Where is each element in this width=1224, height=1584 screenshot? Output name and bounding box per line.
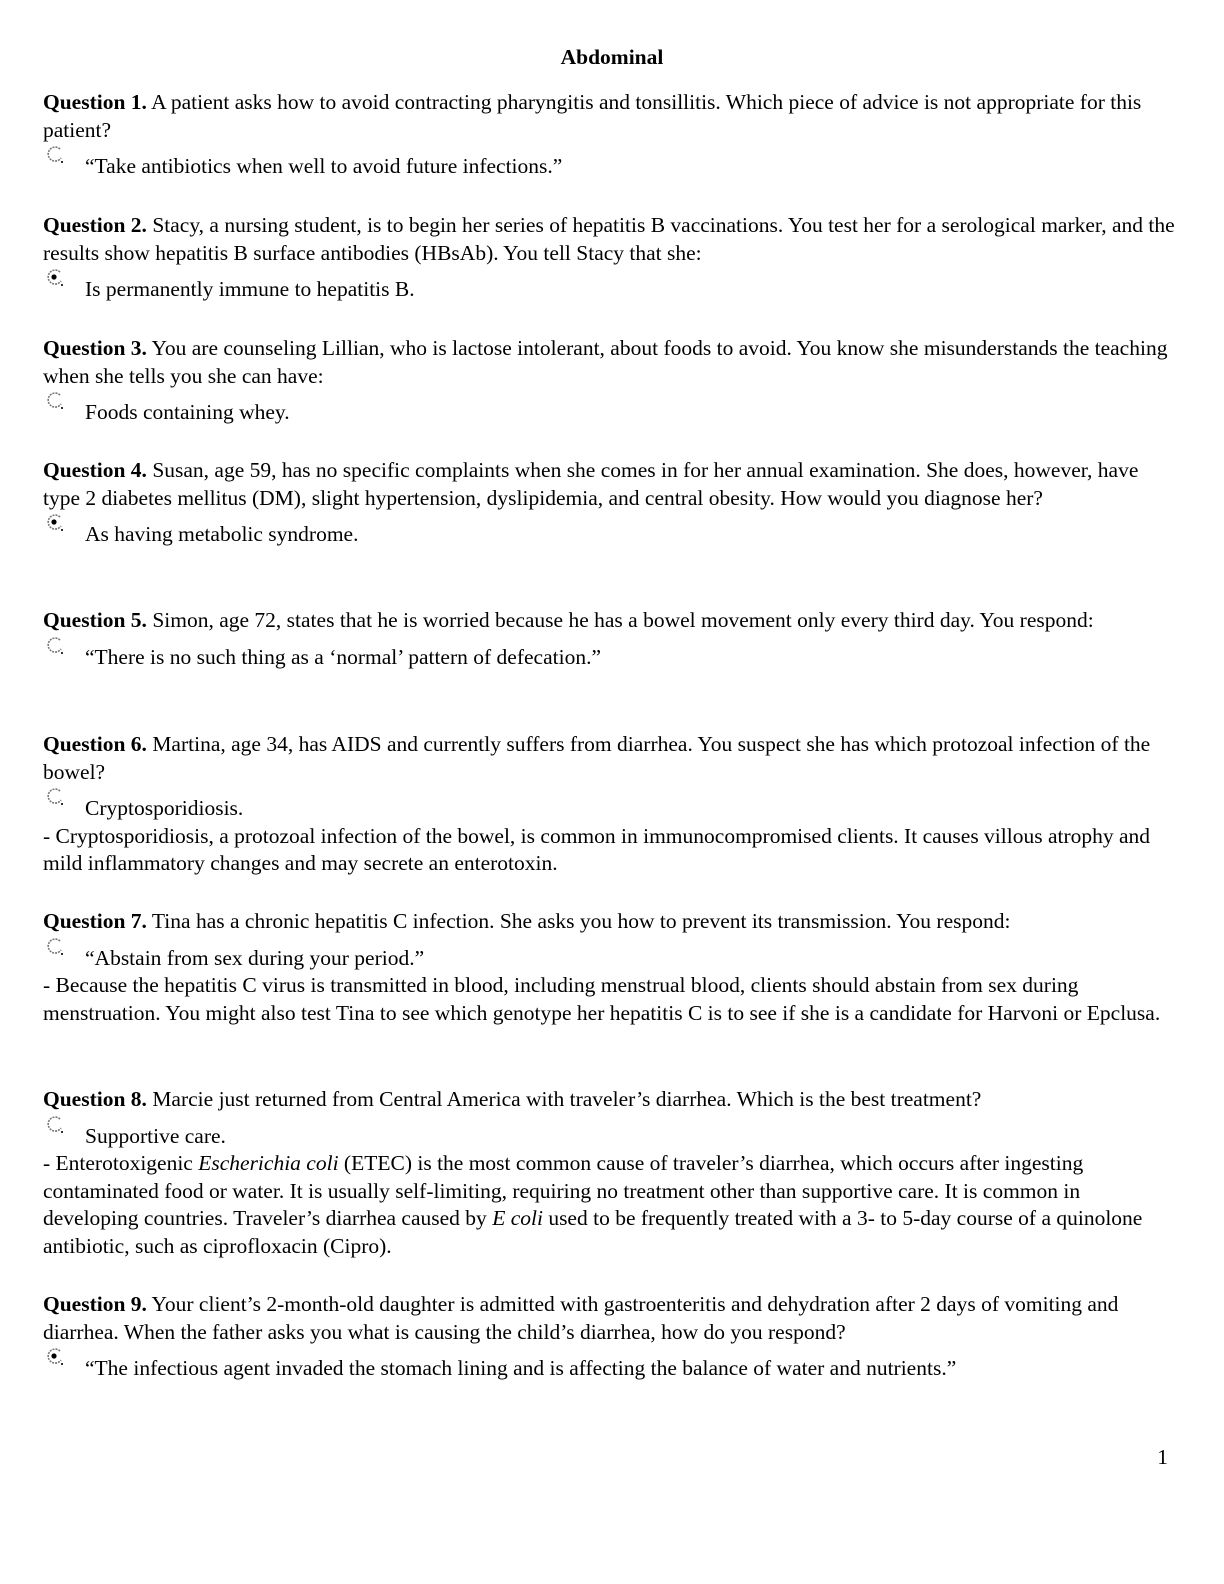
question-body: Marcie just returned from Central America with traveler’s diarrhea. Which is the best treatment? (146, 1087, 982, 1111)
answer-explanation: - Cryptosporidiosis, a protozoal infection of the bowel, is common in immunocompromised clients. It causes villous atrophy and mild inflammatory changes and may secrete an enterotoxin. (43, 823, 1151, 875)
question-text (43, 335, 1178, 390)
page-number: 1 (1157, 1445, 1168, 1469)
question-2 (43, 212, 1178, 304)
question-label: Question 2. (43, 213, 147, 237)
answer-explanation: - Because the hepatitis C virus is transmitted in blood, including menstrual blood, clients should abstain from sex during menstruation. You might also test Tina to see which genotype her hepatitis C is to see if she is a candidate for Harvoni or Epclusa. (43, 973, 1161, 1025)
explanation-text: - Enterotoxigenic (43, 1151, 199, 1175)
answer-text: “Take antibiotics when well to avoid future infections.” (85, 154, 563, 178)
answer-option (43, 644, 1178, 672)
question-text (43, 908, 1178, 936)
radio-selected-icon[interactable] (45, 1347, 65, 1367)
question-4 (43, 457, 1178, 549)
question-label: Question 4. (43, 458, 147, 482)
question-5 (43, 607, 1178, 671)
explanation-text: (ETEC) is the most common cause of traveler’s diarrhea, which occurs after ingesting contaminated food or water. It is usually self-limiting, requiring no treatment other than supportive care. It is common in developing countries. Traveler’s diarrhea caused by (43, 1151, 1084, 1230)
explanation-italic-term: Escherichia coli (198, 1151, 339, 1175)
answer-text: “Abstain from sex during your period.” (85, 945, 425, 970)
question-label: Question 7. (43, 909, 147, 933)
answer-option (43, 399, 1178, 427)
explanation-text: used to be frequently treated with a 3- to 5-day course of a quinolone antibiotic, such as ciprofloxacin (Cipro). (43, 1206, 1143, 1258)
question-label: Question 3. (43, 336, 147, 360)
answer-text: Foods containing whey. (85, 400, 290, 424)
answer-option (43, 1123, 1178, 1151)
question-text (43, 457, 1178, 512)
question-8 (43, 1086, 1178, 1260)
question-text (43, 1291, 1178, 1346)
answer-option (43, 1355, 1178, 1383)
explanation-italic-term: E coli (492, 1206, 543, 1230)
question-body: Susan, age 59, has no specific complaints when she comes in for her annual examination. She does, however, have type 2 diabetes mellitus (DM), slight hypertension, dyslipidemia, and central obesity. How would you diagnose her? (43, 458, 1139, 510)
answer-option (43, 521, 1178, 549)
answer-option (43, 153, 1178, 181)
question-body: Simon, age 72, states that he is worried because he has a bowel movement only every third day. You respond: (146, 608, 1094, 632)
radio-unselected-icon[interactable] (45, 1115, 65, 1135)
question-label: Question 8. (43, 1087, 147, 1111)
answer-text: “The infectious agent invaded the stomach lining and is affecting the balance of water and nutrients.” (85, 1356, 957, 1380)
answer-explanation (43, 1150, 1178, 1260)
question-1 (43, 89, 1178, 181)
question-text (43, 731, 1178, 786)
answer-text: Is permanently immune to hepatitis B. (85, 277, 415, 301)
radio-selected-icon[interactable] (45, 268, 65, 288)
question-body: You are counseling Lillian, who is lactose intolerant, about foods to avoid. You know she misunderstands the teaching when she tells you she can have: (43, 336, 1168, 388)
radio-unselected-icon[interactable] (45, 787, 65, 807)
question-label: Question 9. (43, 1292, 147, 1316)
radio-unselected-icon[interactable] (45, 937, 65, 957)
question-label: Question 6. (43, 732, 147, 756)
question-label: Question 5. (43, 608, 147, 632)
question-label: Question 1. (43, 90, 147, 114)
radio-unselected-icon[interactable] (45, 391, 65, 411)
question-body: Martina, age 34, has AIDS and currently suffers from diarrhea. You suspect she has which protozoal infection of the bowel? (43, 732, 1151, 784)
question-3 (43, 335, 1178, 427)
answer-text: As having metabolic syndrome. (85, 522, 359, 546)
question-9 (43, 1291, 1178, 1383)
answer-option (43, 945, 1178, 973)
question-text (43, 212, 1178, 267)
question-body: Tina has a chronic hepatitis C infection. She asks you how to prevent its transmission. You respond: (146, 909, 1011, 933)
answer-option (43, 795, 1178, 823)
question-text (43, 89, 1178, 144)
answer-text: Supportive care. (85, 1123, 226, 1148)
radio-unselected-icon[interactable] (45, 145, 65, 165)
answer-text: “There is no such thing as a ‘normal’ pattern of defecation.” (85, 644, 601, 669)
radio-unselected-icon[interactable] (45, 636, 65, 656)
document-title: Abdominal (560, 45, 664, 69)
question-body: Your client’s 2-month-old daughter is admitted with gastroenteritis and dehydration after 2 days of vomiting and diarrhea. When the father asks you what is causing the child’s diarrhea, how do you respond? (43, 1292, 1119, 1344)
question-body: A patient asks how to avoid contracting pharyngitis and tonsillitis. Which piece of advice is not appropriate for this patient? (43, 90, 1142, 142)
answer-option (43, 276, 1178, 304)
question-text (43, 1086, 1178, 1114)
question-6 (43, 731, 1178, 878)
question-7 (43, 908, 1178, 1027)
question-body: Stacy, a nursing student, is to begin her series of hepatitis B vaccinations. You test her for a serological marker, and the results show hepatitis B surface antibodies (HBsAb). You tell Stacy that she: (43, 213, 1175, 265)
question-text (43, 607, 1178, 635)
answer-text: Cryptosporidiosis. (85, 796, 244, 820)
radio-selected-icon[interactable] (45, 513, 65, 533)
